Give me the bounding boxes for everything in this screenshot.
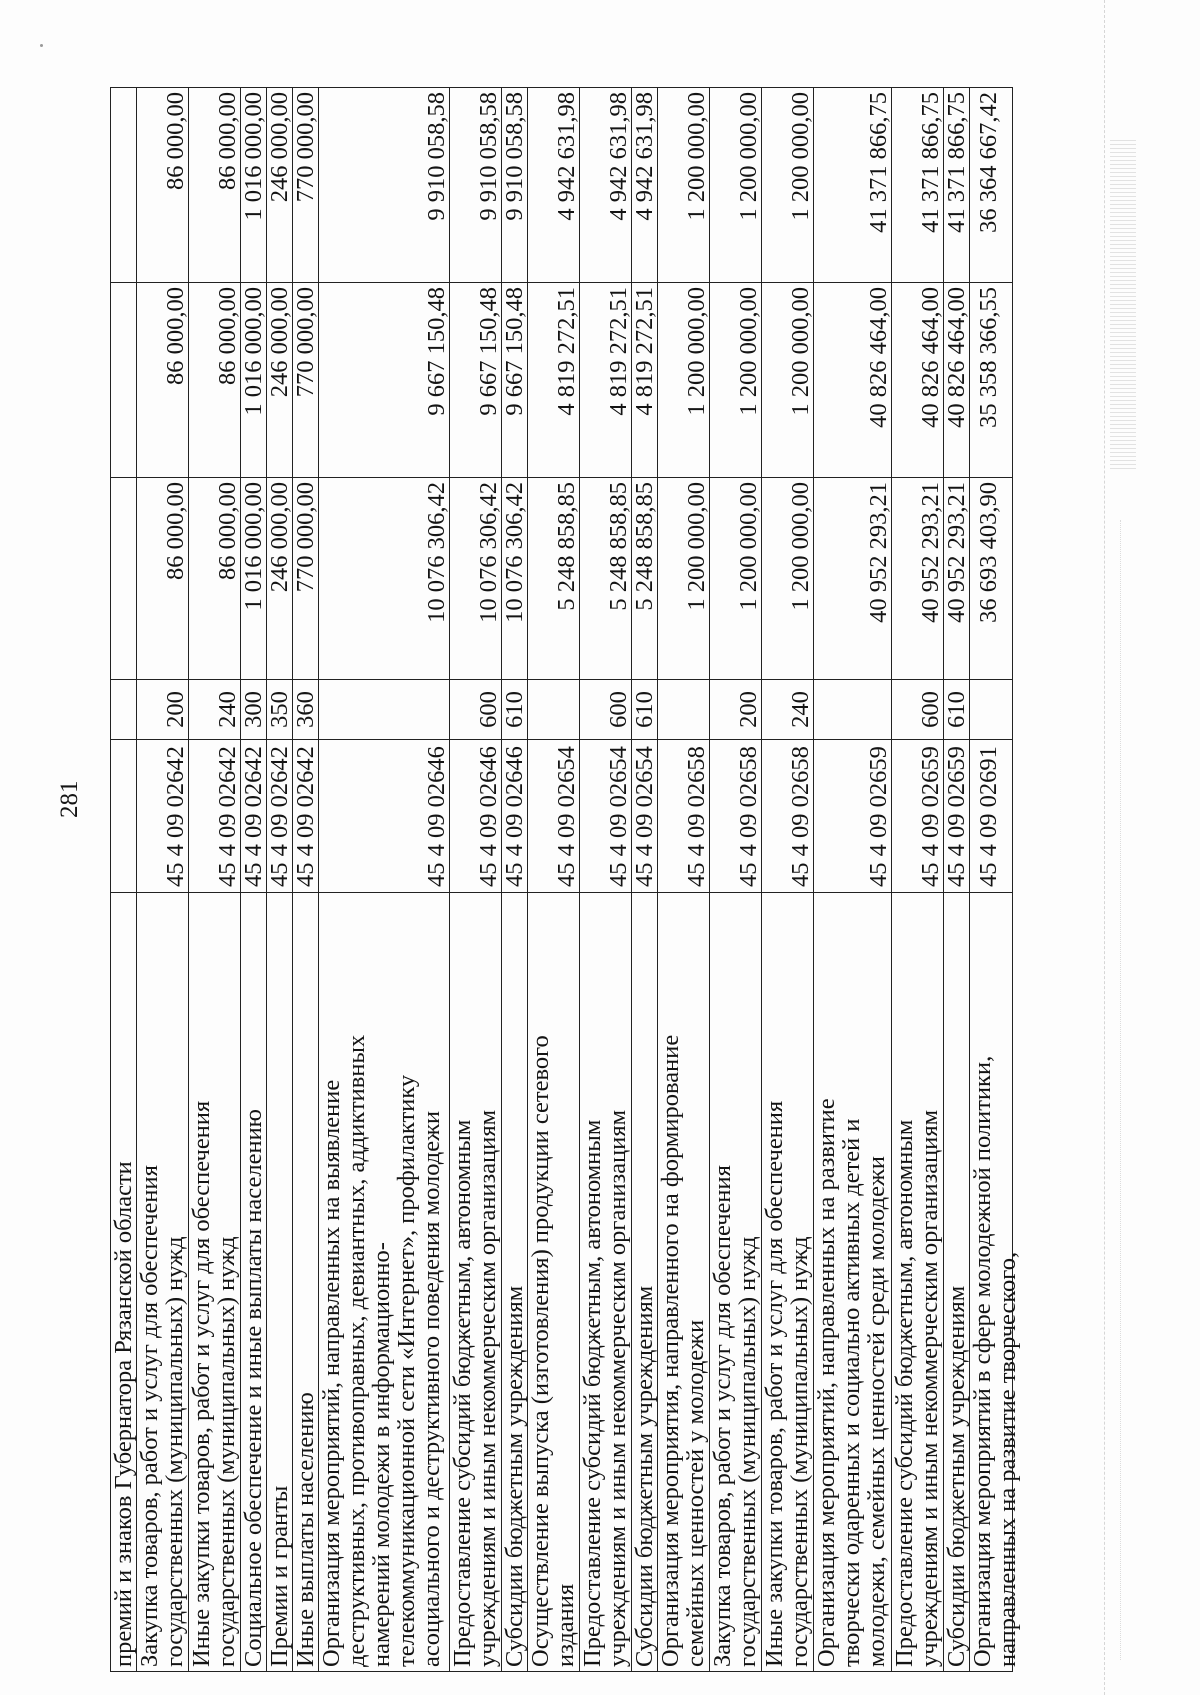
expense-type-code: 240: [787, 691, 814, 728]
description-cell: [502, 892, 528, 1671]
amount-cell: [658, 87, 710, 282]
amount-cell: [710, 87, 762, 282]
amount-cell: [189, 282, 241, 477]
budget-code-cell: [658, 739, 710, 892]
amount-cell: [111, 477, 137, 679]
amount-value: 41 371 866,75: [865, 92, 892, 233]
amount-cell: [762, 477, 814, 679]
amount-value: 5 248 858,85: [631, 482, 658, 611]
description-cell: [319, 892, 450, 1671]
description-line: Закупка товаров, работ и услуг для обеспечения: [709, 1165, 736, 1667]
description-cell: [189, 892, 241, 1671]
budget-code-cell: [450, 739, 502, 892]
amount-value: 1 200 000,00: [735, 92, 762, 221]
scan-speck: [40, 44, 43, 47]
budget-code-cell: [502, 739, 528, 892]
expense-type-code: 610: [501, 691, 528, 728]
budget-code-cell: [762, 739, 814, 892]
expense-type-code: 610: [631, 691, 658, 728]
amount-cell: [658, 282, 710, 477]
budget-code: 45 4 09 02691: [975, 746, 1002, 887]
description-cell: [111, 892, 137, 1671]
description-line: Субсидии бюджетным учреждениям: [943, 1285, 970, 1667]
budget-code: 45 4 09 02646: [475, 746, 502, 887]
description-line: Предоставление субсидий бюджетным, автономным: [891, 1119, 918, 1667]
description-line: Субсидии бюджетным учреждениям: [631, 1285, 658, 1667]
expense-type-cell: [632, 679, 658, 739]
description-line: деструктивных, противоправных, девиантных, аддиктивных: [343, 1034, 370, 1667]
description-line: Осуществление выпуска (изготовления) продукции сетевого: [527, 1035, 554, 1667]
amount-value: 1 200 000,00: [735, 482, 762, 611]
description-cell: [658, 892, 710, 1671]
description-cell: [814, 892, 892, 1671]
description-line: асоциального и деструктивного поведения молодежи: [418, 1110, 445, 1667]
amount-value: 9 667 150,48: [475, 287, 502, 416]
amount-cell: [319, 282, 450, 477]
amount-value: 1 016 000,00: [240, 287, 267, 416]
expense-type-code: 350: [266, 691, 293, 728]
page-number: 281: [56, 780, 83, 818]
description-cell: [632, 892, 658, 1671]
amount-cell: [814, 477, 892, 679]
amount-cell: [293, 87, 319, 282]
expense-type-cell: [528, 679, 580, 739]
expense-type-code: 200: [735, 691, 762, 728]
budget-code-cell: [944, 739, 970, 892]
budget-code: 45 4 09 02646: [501, 746, 528, 887]
amount-cell: [111, 87, 137, 282]
expense-type-cell: [502, 679, 528, 739]
amount-value: 4 819 272,51: [605, 287, 632, 416]
amount-value: 40 826 464,00: [917, 287, 944, 428]
budget-code: 45 4 09 02654: [553, 746, 580, 887]
amount-cell: [580, 282, 632, 477]
description-line: творчески одаренных и социально активных детей и: [838, 1118, 865, 1667]
amount-value: 1 200 000,00: [683, 287, 710, 416]
amount-cell: [892, 477, 944, 679]
amount-value: 4 942 631,98: [553, 92, 580, 221]
amount-value: 41 371 866,75: [917, 92, 944, 233]
amount-cell: [450, 477, 502, 679]
description-line: Премии и гранты: [266, 1485, 293, 1667]
expense-type-code: 200: [162, 691, 189, 728]
amount-value: 40 826 464,00: [865, 287, 892, 428]
description-line: издания: [552, 1583, 579, 1667]
expense-type-cell: [111, 679, 137, 739]
amount-cell: [319, 87, 450, 282]
amount-cell: [293, 282, 319, 477]
amount-value: 9 910 058,58: [501, 92, 528, 221]
amount-cell: [580, 477, 632, 679]
budget-code: 45 4 09 02642: [162, 746, 189, 887]
description-cell: [580, 892, 632, 1671]
amount-value: 246 000,00: [266, 287, 293, 398]
amount-cell: [502, 282, 528, 477]
amount-value: 1 200 000,00: [787, 287, 814, 416]
amount-cell: [189, 477, 241, 679]
description-line: Организация мероприятий, направленных на выявление: [318, 1079, 345, 1667]
budget-table: [110, 87, 1021, 1672]
amount-cell: [241, 282, 267, 477]
expense-type-cell: [762, 679, 814, 739]
expense-type-code: 600: [475, 691, 502, 728]
amount-cell: [137, 477, 189, 679]
budget-code: 45 4 09 02654: [631, 746, 658, 887]
amount-value: 9 910 058,58: [423, 92, 450, 221]
description-line: Закупка товаров, работ и услуг для обеспечения: [136, 1165, 163, 1667]
description-line: Организация мероприятий в сфере молодежной политики,: [969, 1055, 996, 1667]
amount-cell: [502, 477, 528, 679]
expense-type-cell: [293, 679, 319, 739]
budget-code: 45 4 09 02642: [292, 746, 319, 887]
amount-cell: [267, 282, 293, 477]
amount-cell: [814, 87, 892, 282]
amount-value: 1 016 000,00: [240, 92, 267, 221]
amount-value: 35 358 366,55: [975, 287, 1002, 428]
amount-value: 40 952 293,21: [865, 482, 892, 623]
amount-cell: [528, 87, 580, 282]
expense-type-code: 600: [917, 691, 944, 728]
amount-value: 10 076 306,42: [423, 482, 450, 623]
amount-value: 1 016 000,00: [240, 482, 267, 611]
amount-value: 36 364 667,42: [975, 92, 1002, 233]
amount-value: 5 248 858,85: [605, 482, 632, 611]
description-line: государственных (муниципальных) нужд: [734, 1236, 761, 1667]
description-line: государственных (муниципальных) нужд: [786, 1236, 813, 1667]
budget-code: 45 4 09 02659: [917, 746, 944, 887]
amount-cell: [970, 477, 1013, 679]
amount-value: 4 942 631,98: [631, 92, 658, 221]
description-line: Иные закупки товаров, работ и услуг для обеспечения: [761, 1100, 788, 1667]
expense-type-cell: [892, 679, 944, 739]
expense-type-code: 240: [214, 691, 241, 728]
amount-cell: [762, 87, 814, 282]
amount-cell: [137, 87, 189, 282]
amount-value: 9 667 150,48: [501, 287, 528, 416]
amount-value: 36 693 403,90: [975, 482, 1002, 623]
budget-code-cell: [111, 739, 137, 892]
budget-code-cell: [137, 739, 189, 892]
description-line: Субсидии бюджетным учреждениям: [501, 1285, 528, 1667]
amount-cell: [970, 282, 1013, 477]
budget-code: 45 4 09 02642: [240, 746, 267, 887]
amount-cell: [241, 477, 267, 679]
amount-value: 86 000,00: [162, 482, 189, 580]
expense-type-cell: [319, 679, 450, 739]
amount-cell: [450, 87, 502, 282]
amount-cell: [632, 477, 658, 679]
expense-type-cell: [970, 679, 1013, 739]
budget-code-cell: [580, 739, 632, 892]
amount-value: 1 200 000,00: [787, 92, 814, 221]
budget-code-cell: [892, 739, 944, 892]
amount-value: 1 200 000,00: [787, 482, 814, 611]
description-line: Организация мероприятий, направленных на развитие: [813, 1098, 840, 1667]
budget-code: 45 4 09 02658: [683, 746, 710, 887]
amount-cell: [319, 477, 450, 679]
description-line: семейных ценностей у молодежи: [682, 1319, 709, 1667]
scan-edge-artifact: [1104, 0, 1105, 1695]
amount-value: 9 667 150,48: [423, 287, 450, 416]
amount-cell: [189, 87, 241, 282]
budget-code-cell: [710, 739, 762, 892]
description-cell: [944, 892, 970, 1671]
amount-value: 10 076 306,42: [475, 482, 502, 623]
budget-code: 45 4 09 02642: [266, 746, 293, 887]
amount-cell: [137, 282, 189, 477]
description-cell: [969, 892, 1021, 1671]
budget-code-cell: [241, 739, 267, 892]
amount-cell: [762, 282, 814, 477]
amount-cell: [632, 282, 658, 477]
amount-value: 10 076 306,42: [501, 482, 528, 623]
budget-code-cell: [189, 739, 241, 892]
amount-value: 770 000,00: [292, 482, 319, 593]
budget-code-cell: [293, 739, 319, 892]
description-line: Иные закупки товаров, работ и услуг для обеспечения: [188, 1100, 215, 1667]
amount-value: 86 000,00: [162, 287, 189, 385]
description-cell: [710, 892, 762, 1671]
description-cell: [241, 892, 267, 1671]
budget-code: 45 4 09 02659: [943, 746, 970, 887]
description-line: Организация мероприятия, направленного на формирование: [657, 1034, 684, 1667]
description-line: телекоммуникационной сети «Интернет», профилактику: [393, 1074, 420, 1667]
amount-cell: [502, 87, 528, 282]
expense-type-cell: [710, 679, 762, 739]
description-cell: [137, 892, 189, 1671]
amount-cell: [658, 477, 710, 679]
budget-code: 45 4 09 02658: [787, 746, 814, 887]
amount-value: 86 000,00: [162, 92, 189, 190]
amount-value: 4 819 272,51: [631, 287, 658, 416]
amount-value: 1 200 000,00: [683, 92, 710, 221]
expense-type-cell: [944, 679, 970, 739]
budget-code: 45 4 09 02658: [735, 746, 762, 887]
expense-type-cell: [241, 679, 267, 739]
amount-value: 40 826 464,00: [943, 287, 970, 428]
description-line: Социальное обеспечение и иные выплаты населению: [240, 1109, 267, 1667]
amount-cell: [944, 87, 970, 282]
description-line: направленных на развитие творческого,: [994, 1251, 1021, 1667]
budget-code-cell: [267, 739, 293, 892]
budget-code: 45 4 09 02642: [214, 746, 241, 887]
description-cell: [892, 892, 944, 1671]
budget-code-cell: [814, 739, 892, 892]
budget-code-cell: [528, 739, 580, 892]
amount-value: 40 952 293,21: [943, 482, 970, 623]
expense-type-code: 300: [240, 691, 267, 728]
description-line: намерений молодежи в информационно-: [368, 1242, 395, 1667]
amount-value: 246 000,00: [266, 92, 293, 203]
amount-value: 86 000,00: [214, 92, 241, 190]
amount-cell: [814, 282, 892, 477]
description-cell: [762, 892, 814, 1671]
description-line: государственных (муниципальных) нужд: [161, 1236, 188, 1667]
description-cell: [450, 892, 502, 1671]
expense-type-cell: [189, 679, 241, 739]
amount-value: 770 000,00: [292, 287, 319, 398]
amount-value: 1 200 000,00: [735, 287, 762, 416]
scan-edge-artifact: [1110, 140, 1136, 470]
expense-type-cell: [267, 679, 293, 739]
description-cell: [528, 892, 580, 1671]
amount-cell: [111, 282, 137, 477]
amount-value: 40 952 293,21: [917, 482, 944, 623]
expense-type-code: 360: [292, 691, 319, 728]
amount-cell: [632, 87, 658, 282]
expense-type-code: 610: [943, 691, 970, 728]
description-line: молодежи, семейных ценностей среди молодежи: [863, 1155, 890, 1667]
amount-value: 86 000,00: [214, 482, 241, 580]
amount-cell: [450, 282, 502, 477]
scan-edge-artifact: [1120, 520, 1121, 1660]
amount-cell: [528, 477, 580, 679]
expense-type-cell: [137, 679, 189, 739]
budget-code-cell: [319, 739, 450, 892]
description-line: учреждениям и иным некоммерческим организациям: [604, 1109, 631, 1667]
amount-cell: [267, 87, 293, 282]
budget-code-cell: [632, 739, 658, 892]
amount-cell: [293, 477, 319, 679]
description-line: Предоставление субсидий бюджетным, автономным: [579, 1119, 606, 1667]
description-line: Предоставление субсидий бюджетным, автономным: [449, 1119, 476, 1667]
description-line: государственных (муниципальных) нужд: [213, 1236, 240, 1667]
amount-value: 770 000,00: [292, 92, 319, 203]
description-cell: [293, 892, 319, 1671]
amount-value: 86 000,00: [214, 287, 241, 385]
amount-value: 5 248 858,85: [553, 482, 580, 611]
amount-cell: [892, 282, 944, 477]
description-line: учреждениям и иным некоммерческим организациям: [916, 1109, 943, 1667]
budget-code: 45 4 09 02659: [865, 746, 892, 887]
amount-value: 246 000,00: [266, 482, 293, 593]
amount-value: 4 942 631,98: [605, 92, 632, 221]
budget-code: 45 4 09 02646: [423, 746, 450, 887]
description-cell: [267, 892, 293, 1671]
amount-value: 9 910 058,58: [475, 92, 502, 221]
amount-value: 1 200 000,00: [683, 482, 710, 611]
amount-cell: [528, 282, 580, 477]
amount-cell: [267, 477, 293, 679]
amount-cell: [580, 87, 632, 282]
expense-type-cell: [450, 679, 502, 739]
amount-cell: [970, 87, 1013, 282]
amount-cell: [710, 282, 762, 477]
amount-value: 41 371 866,75: [943, 92, 970, 233]
description-line: учреждениям и иным некоммерческим организациям: [474, 1109, 501, 1667]
expense-type-code: 600: [605, 691, 632, 728]
amount-cell: [241, 87, 267, 282]
expense-type-cell: [580, 679, 632, 739]
amount-value: 4 819 272,51: [553, 287, 580, 416]
budget-code-cell: [970, 739, 1013, 892]
expense-type-cell: [658, 679, 710, 739]
amount-cell: [892, 87, 944, 282]
expense-type-cell: [814, 679, 892, 739]
budget-code: 45 4 09 02654: [605, 746, 632, 887]
description-line: премий и знаков Губернатора Рязанской области: [110, 1161, 137, 1667]
amount-cell: [944, 477, 970, 679]
amount-cell: [944, 282, 970, 477]
description-line: Иные выплаты населению: [292, 1392, 319, 1667]
amount-cell: [710, 477, 762, 679]
